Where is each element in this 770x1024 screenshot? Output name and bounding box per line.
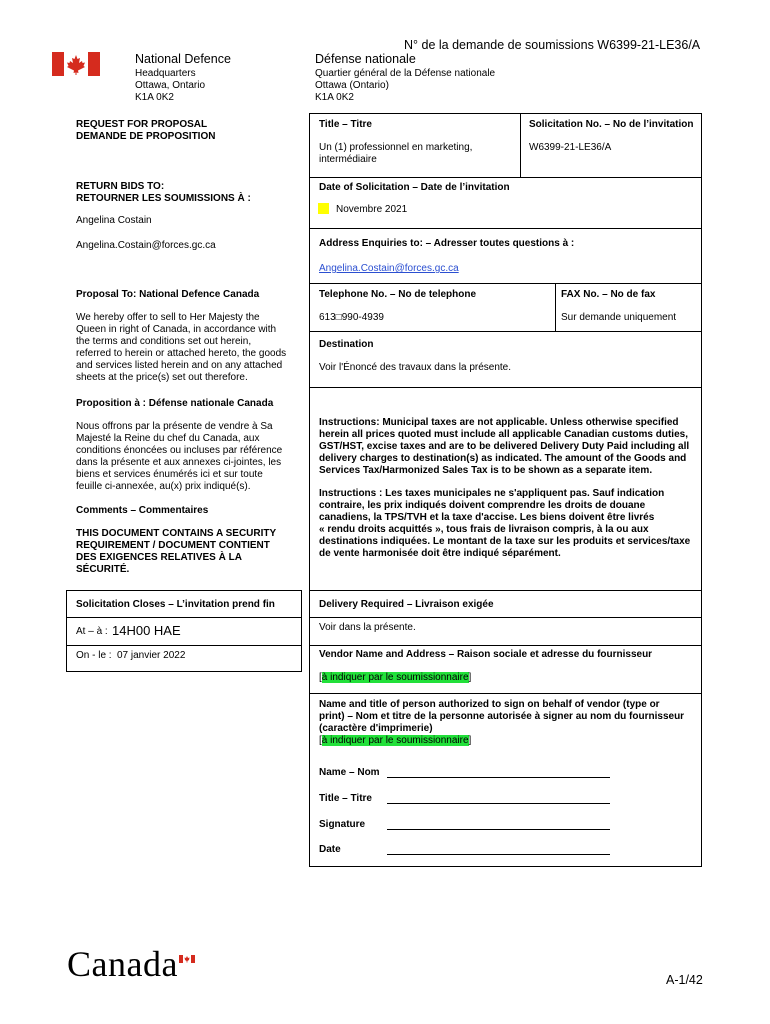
signer-fill-text: à indiquer par le soumissionnaire [321,735,469,746]
fax-label: FAX No. – No de fax [561,289,656,300]
wordmark-text: Canad [67,944,162,984]
comments-heading: Comments – Commentaires [76,505,209,516]
offer-text-en: We hereby offer to sell to Her Majesty the Queen in right of Canada, in accordance with the terms and conditions set out herein, referred to herein or attached hereto, the goods and services listed herein and on any attached sheets at the price(s) set out therefore. [76,312,287,383]
name-label: Name – Nom [319,767,380,778]
contact-email[interactable]: Angelina.Costain@forces.gc.ca [76,240,216,251]
vendor-fill-text: à indiquer par le soumissionnaire [321,672,469,683]
contact-name: Angelina Costain [76,215,152,226]
title-signature-line[interactable] [387,803,610,804]
telephone-label: Telephone No. – No de telephone [319,289,477,300]
solicitation-no-label: Solicitation No. – No de l’invitation [529,119,694,130]
dept-name-fr: Défense nationale [315,52,416,66]
destination-label: Destination [319,339,374,350]
delivery-value: Voir dans la présente. [319,622,416,633]
title-value: Un (1) professionnel en marketing, intermédiaire [319,142,473,165]
name-signature-line[interactable] [387,777,610,778]
telephone-value: 613□990-4939 [319,312,384,323]
proposal-to-en: Proposal To: National Defence Canada [76,289,260,300]
fax-value: Sur demande uniquement [561,312,677,323]
title-sign-label: Title – Titre [319,793,372,804]
signature-label: Signature [319,819,366,830]
yellow-highlight-marker [318,203,329,214]
instructions-en: Instructions: Municipal taxes are not applicable. Unless otherwise specified herein all prices quoted must include all applicable Canadian customs duties, GST/HST, excise taxes and are to be delivered Delivery Duty Paid including all delivery charges to destination(s) as indicated. The amount of the Goods and Services Tax/Harmonized Sales Tax is to be shown as a separate item. [319,417,690,476]
signer-label: Name and title of person authorized to sign on behalf of vendor (type or print) – Nom et titre de la personne autorisée à signer au nom du fournisseur (caractère d'imprimerie) [319,699,685,734]
solicitation-date-value: Novembre 2021 [336,204,408,215]
destination-value: Voir l'Énoncé des travaux dans la présente. [319,362,512,373]
vendor-fill-field[interactable]: [à indiquer par le soumissionnaire] [319,672,472,683]
solicitation-date-label: Date of Solicitation – Date de l’invitation [319,182,510,193]
offer-text-fr: Nous offrons par la présente de vendre à Sa Majesté la Reine du chef du Canada, aux conditions énoncées ou incluses par référence dans la présente et aux annexes ci-jointes, les biens et services énumérés ici et sur toute feuille ci-annexée, au(x) prix indiqué(s). [76,421,283,492]
signature-line[interactable] [387,829,610,830]
rfp-title: REQUEST FOR PROPOSAL DEMANDE DE PROPOSITION [76,119,216,142]
date-sign-label: Date [319,844,341,855]
vendor-label: Vendor Name and Address – Raison sociale et adresse du fournisseur [319,649,653,660]
address-en: Headquarters Ottawa, Ontario K1A 0K2 [135,68,206,103]
closing-time-label: At – à : [76,626,108,637]
date-signature-line[interactable] [387,854,610,855]
wordmark-flag-icon [179,950,195,958]
return-bids-heading: RETURN BIDS TO: RETOURNER LES SOUMISSIONS À : [76,181,251,204]
canada-flag-icon [52,52,100,76]
enquiries-label: Address Enquiries to: – Adresser toutes questions à : [319,238,575,249]
closes-label: Solicitation Closes – L’invitation prend fin [76,599,275,610]
closing-time-value: 14H00 HAE [112,623,181,638]
proposal-to-fr: Proposition à : Défense nationale Canada [76,398,274,409]
closing-date-value: 07 janvier 2022 [117,650,186,661]
solicitation-reference: N° de la demande de soumissions W6399-21-LE36/A [404,38,701,52]
title-label: Title – Titre [319,119,372,130]
canada-wordmark-logo [67,944,177,984]
delivery-label: Delivery Required – Livraison exigée [319,599,494,610]
wordmark-last-letter: a [161,944,178,984]
signer-fill-field[interactable]: [à indiquer par le soumissionnaire] [319,735,472,746]
closing-date-label: On - le : [76,650,112,661]
dept-name-en: National Defence [135,52,231,66]
instructions-fr: Instructions : Les taxes municipales ne s'appliquent pas. Sauf indication contraire, les prix indiqués doivent comprendre les droits de douane canadiens, la TPS/TVH et la taxe d'accise. Les biens doivent être livrés « rendu droits acquittés », tous frais de livraison compris, à la ou aux destinations indiquées. Le montant de la taxe sur les produits et services/taxe de vente harmonisée doit être indiqué séparément. [319,488,691,559]
address-fr: Quartier général de la Défense nationale Ottawa (Ontario) K1A 0K2 [315,68,496,103]
security-notice: THIS DOCUMENT CONTAINS A SECURITY REQUIREMENT / DOCUMENT CONTIENT DES EXIGENCES RELATIVES À LA SÉCURITÉ. [76,528,277,575]
page-number: A-1/42 [666,973,703,987]
enquiries-email-link[interactable]: Angelina.Costain@forces.gc.ca [319,263,459,274]
solicitation-no-value: W6399-21-LE36/A [529,142,612,153]
